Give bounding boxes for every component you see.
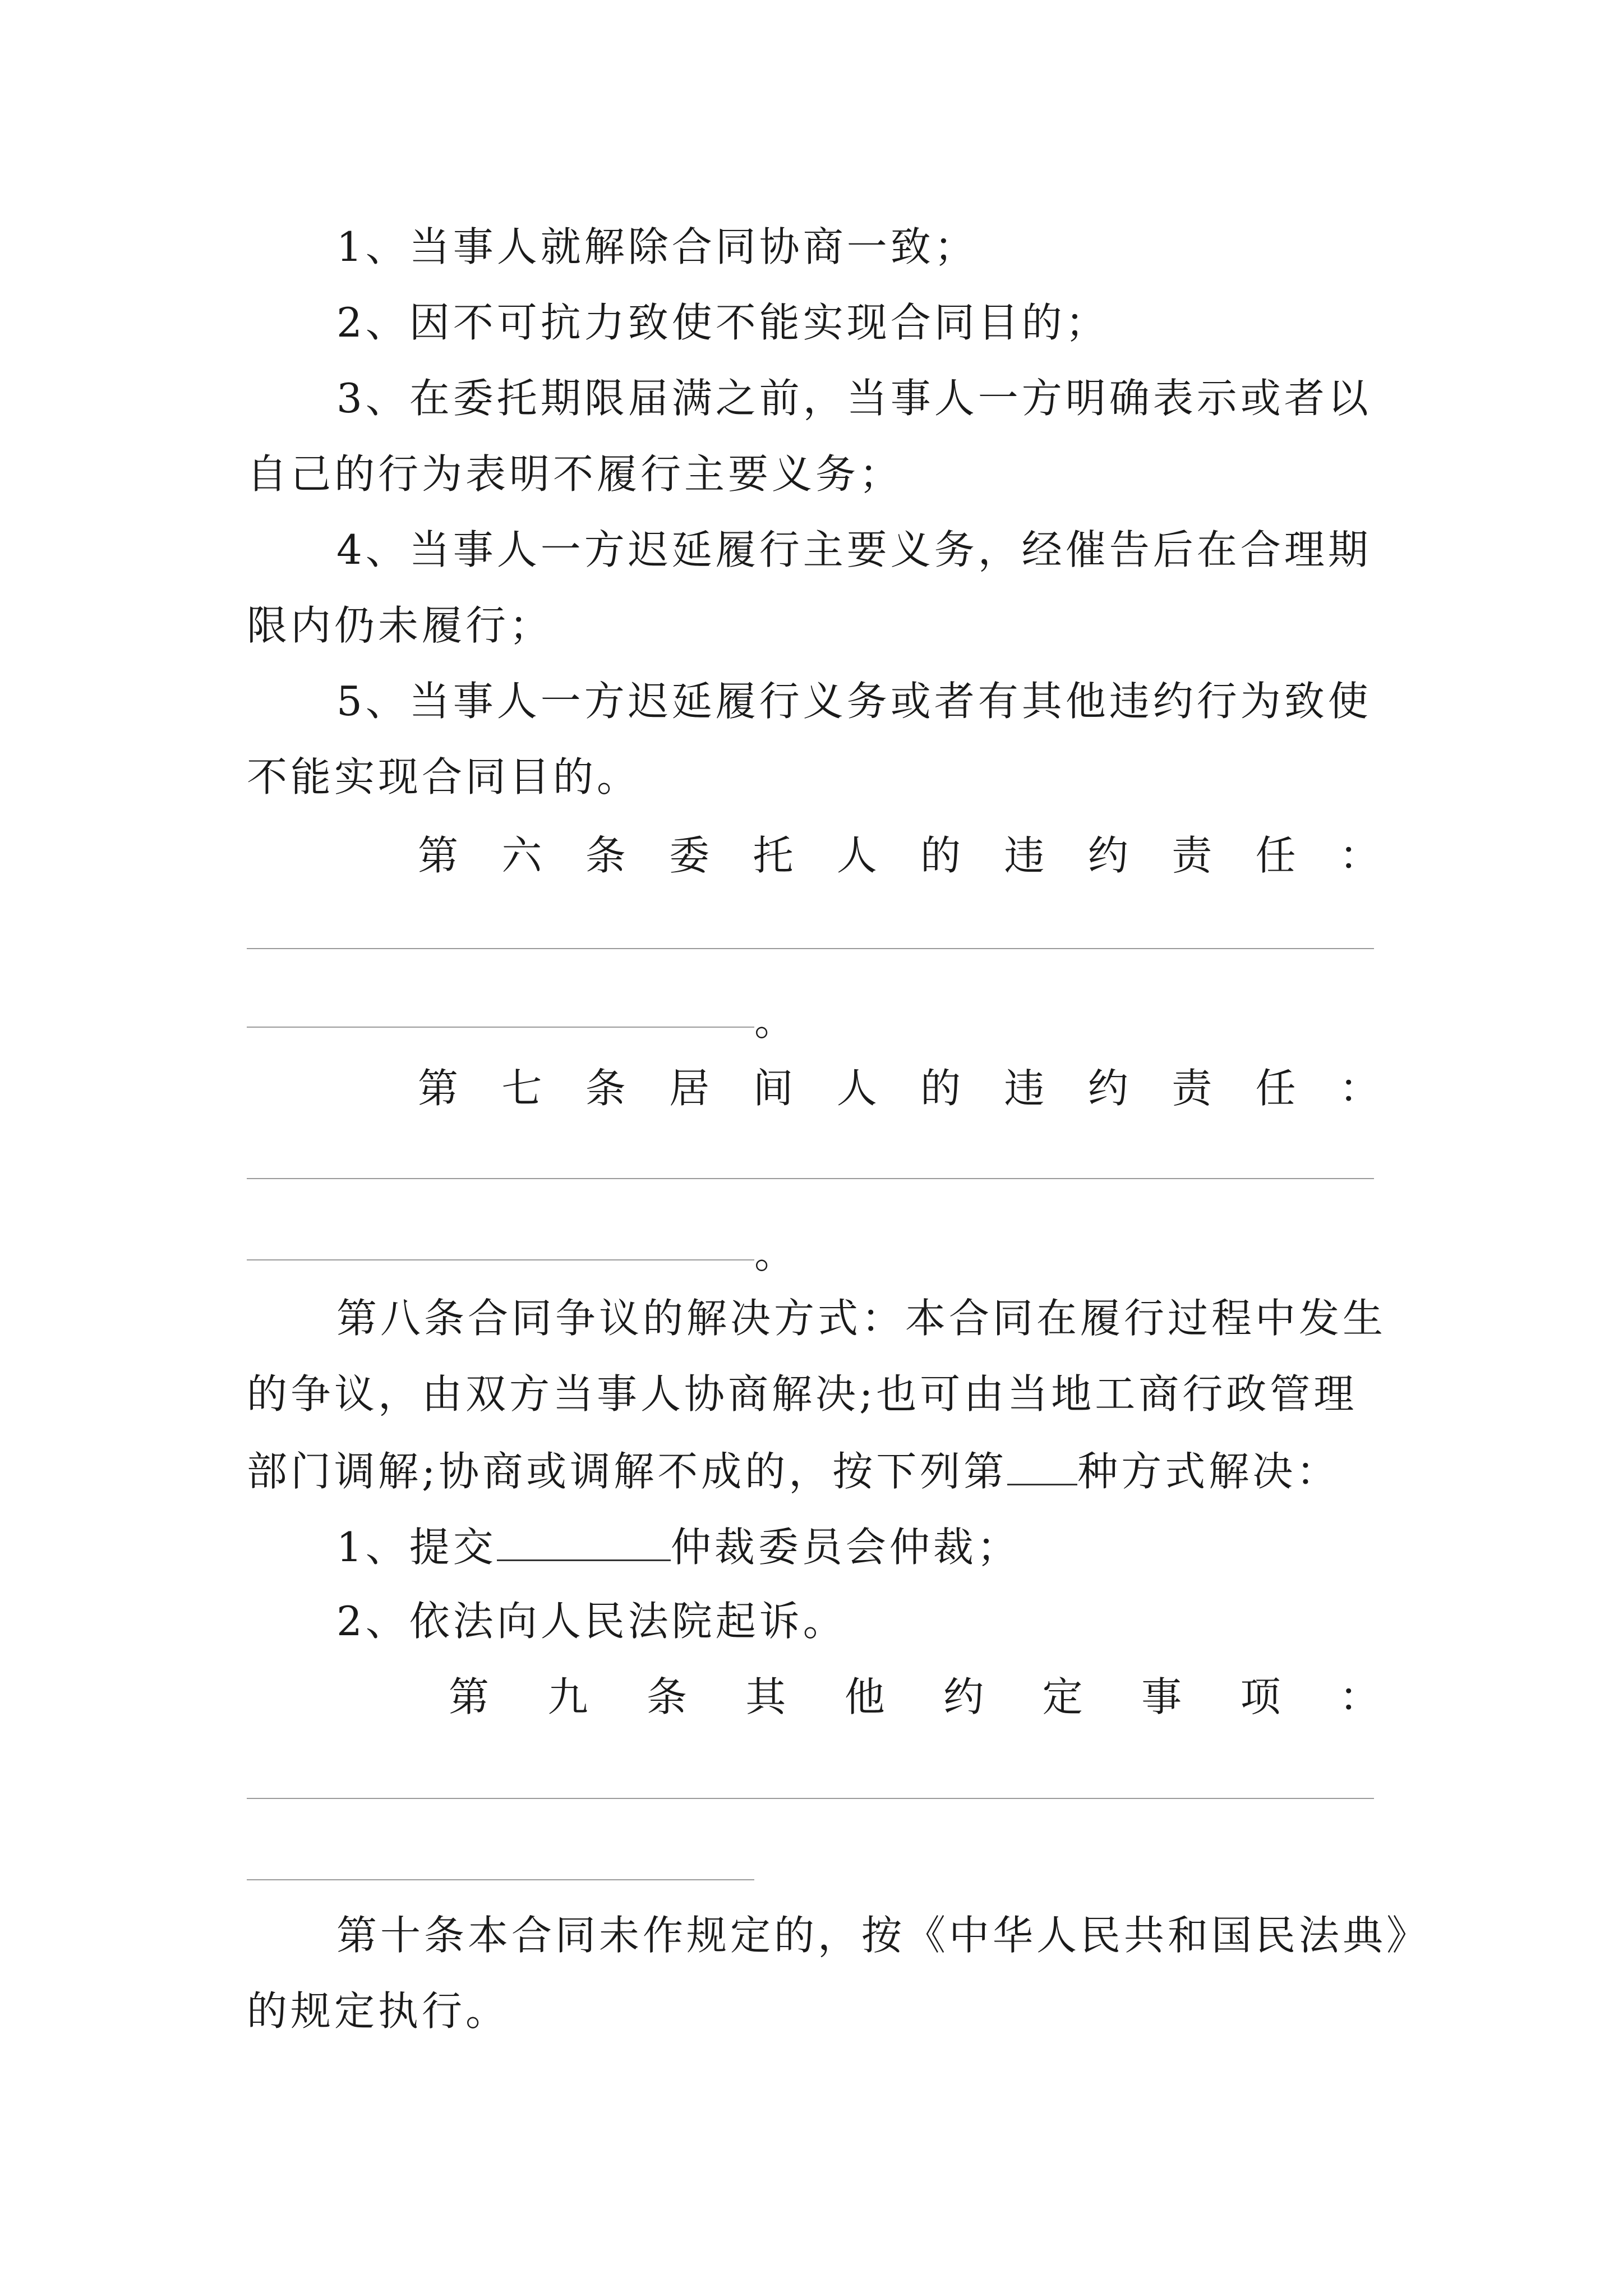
- heading-char: 第: [449, 1673, 490, 1720]
- article-9-heading: [449, 1672, 1380, 1722]
- article-8-line-3: [247, 1444, 1380, 1495]
- article-6-fill-line-1[interactable]: [247, 948, 1374, 949]
- clause-2: 2、因不可抗力致使不能实现合同目的；: [336, 299, 1109, 346]
- heading-char: 责: [1172, 832, 1212, 879]
- article-6-end: 。: [754, 997, 795, 1045]
- heading-char: 的: [920, 1065, 961, 1112]
- heading-char: 七: [501, 1065, 542, 1112]
- article-9-fill-line-2[interactable]: [247, 1879, 754, 1880]
- heading-char: 人: [836, 1065, 877, 1112]
- clause-5-line-1: 5、当事人一方迟延履行义务或者有其他违约行为致使: [336, 678, 1372, 725]
- heading-char: 责: [1172, 1065, 1212, 1112]
- article-10-line-1: 第十条本合同未作规定的，按《中华人民共和国民法典》: [336, 1912, 1431, 1959]
- option-1-post: 仲裁委员会仲裁；: [670, 1524, 1021, 1571]
- article-10-line-2: 的规定执行。: [247, 1987, 510, 2035]
- heading-char: 九: [547, 1673, 588, 1720]
- clause-5-line-2: 不能实现合同目的。: [247, 753, 641, 800]
- article-8-option-1: [336, 1520, 1380, 1571]
- heading-char: 约: [1087, 832, 1128, 879]
- option-1-pre: 1、提交: [336, 1524, 497, 1571]
- heading-char: 项: [1240, 1673, 1281, 1720]
- clause-3-line-1: 3、在委托期限届满之前，当事人一方明确表示或者以: [336, 375, 1372, 422]
- heading-char: 间: [753, 1065, 794, 1112]
- heading-char: 约: [943, 1673, 984, 1720]
- heading-char: 的: [920, 832, 961, 879]
- article-9-colon: ：: [1339, 1673, 1380, 1720]
- article-7-end: 。: [754, 1230, 795, 1277]
- heading-char: 违: [1004, 832, 1045, 879]
- article-8-option-2: 2、依法向人民法院起诉。: [336, 1598, 847, 1645]
- arbitration-committee-blank[interactable]: [497, 1520, 671, 1561]
- article-7-fill-line-2[interactable]: [247, 1259, 754, 1260]
- heading-char: 他: [844, 1673, 885, 1720]
- heading-char: 违: [1004, 1065, 1045, 1112]
- heading-char: 条: [585, 1065, 626, 1112]
- article-8-line-2: 的争议，由双方当事人协商解决;也可由当地工商行政管理: [247, 1370, 1358, 1418]
- heading-char: 托: [753, 832, 794, 879]
- heading-char: 条: [646, 1673, 687, 1720]
- heading-char: 任: [1255, 832, 1296, 879]
- article-8-line-3-post: 种方式解决：: [1077, 1448, 1340, 1495]
- heading-char: 第: [418, 832, 459, 879]
- article-6-colon: ：: [1339, 832, 1380, 879]
- heading-char: 人: [836, 832, 877, 879]
- article-7-heading: [418, 1063, 1380, 1114]
- heading-char: 条: [585, 832, 626, 879]
- heading-char: 定: [1042, 1673, 1083, 1720]
- article-8-line-3-pre: 部门调解;协商或调解不成的，按下列第: [247, 1448, 1008, 1495]
- heading-char: 任: [1255, 1065, 1296, 1112]
- heading-char: 居: [669, 1065, 710, 1112]
- clause-3-line-2: 自己的行为表明不履行主要义务；: [247, 450, 903, 498]
- clause-4-line-1: 4、当事人一方迟延履行主要义务，经催告后在合理期: [336, 526, 1372, 573]
- article-9-fill-line-1[interactable]: [247, 1798, 1374, 1799]
- heading-char: 事: [1141, 1673, 1182, 1720]
- heading-char: 约: [1087, 1065, 1128, 1112]
- clause-4-line-2: 限内仍未履行；: [247, 602, 554, 649]
- article-8-line-1: 第八条合同争议的解决方式：本合同在履行过程中发生: [336, 1295, 1387, 1342]
- article-6-heading: [418, 830, 1380, 881]
- article-7-fill-line-1[interactable]: [247, 1178, 1374, 1179]
- article-7-colon: ：: [1339, 1065, 1380, 1112]
- article-6-fill-line-2[interactable]: [247, 1027, 754, 1028]
- heading-char: 第: [418, 1065, 459, 1112]
- clause-1: 1、当事人就解除合同协商一致；: [336, 223, 978, 270]
- heading-char: 其: [745, 1673, 786, 1720]
- method-number-blank[interactable]: [1007, 1444, 1077, 1485]
- heading-char: 六: [501, 832, 542, 879]
- heading-char: 委: [669, 832, 710, 879]
